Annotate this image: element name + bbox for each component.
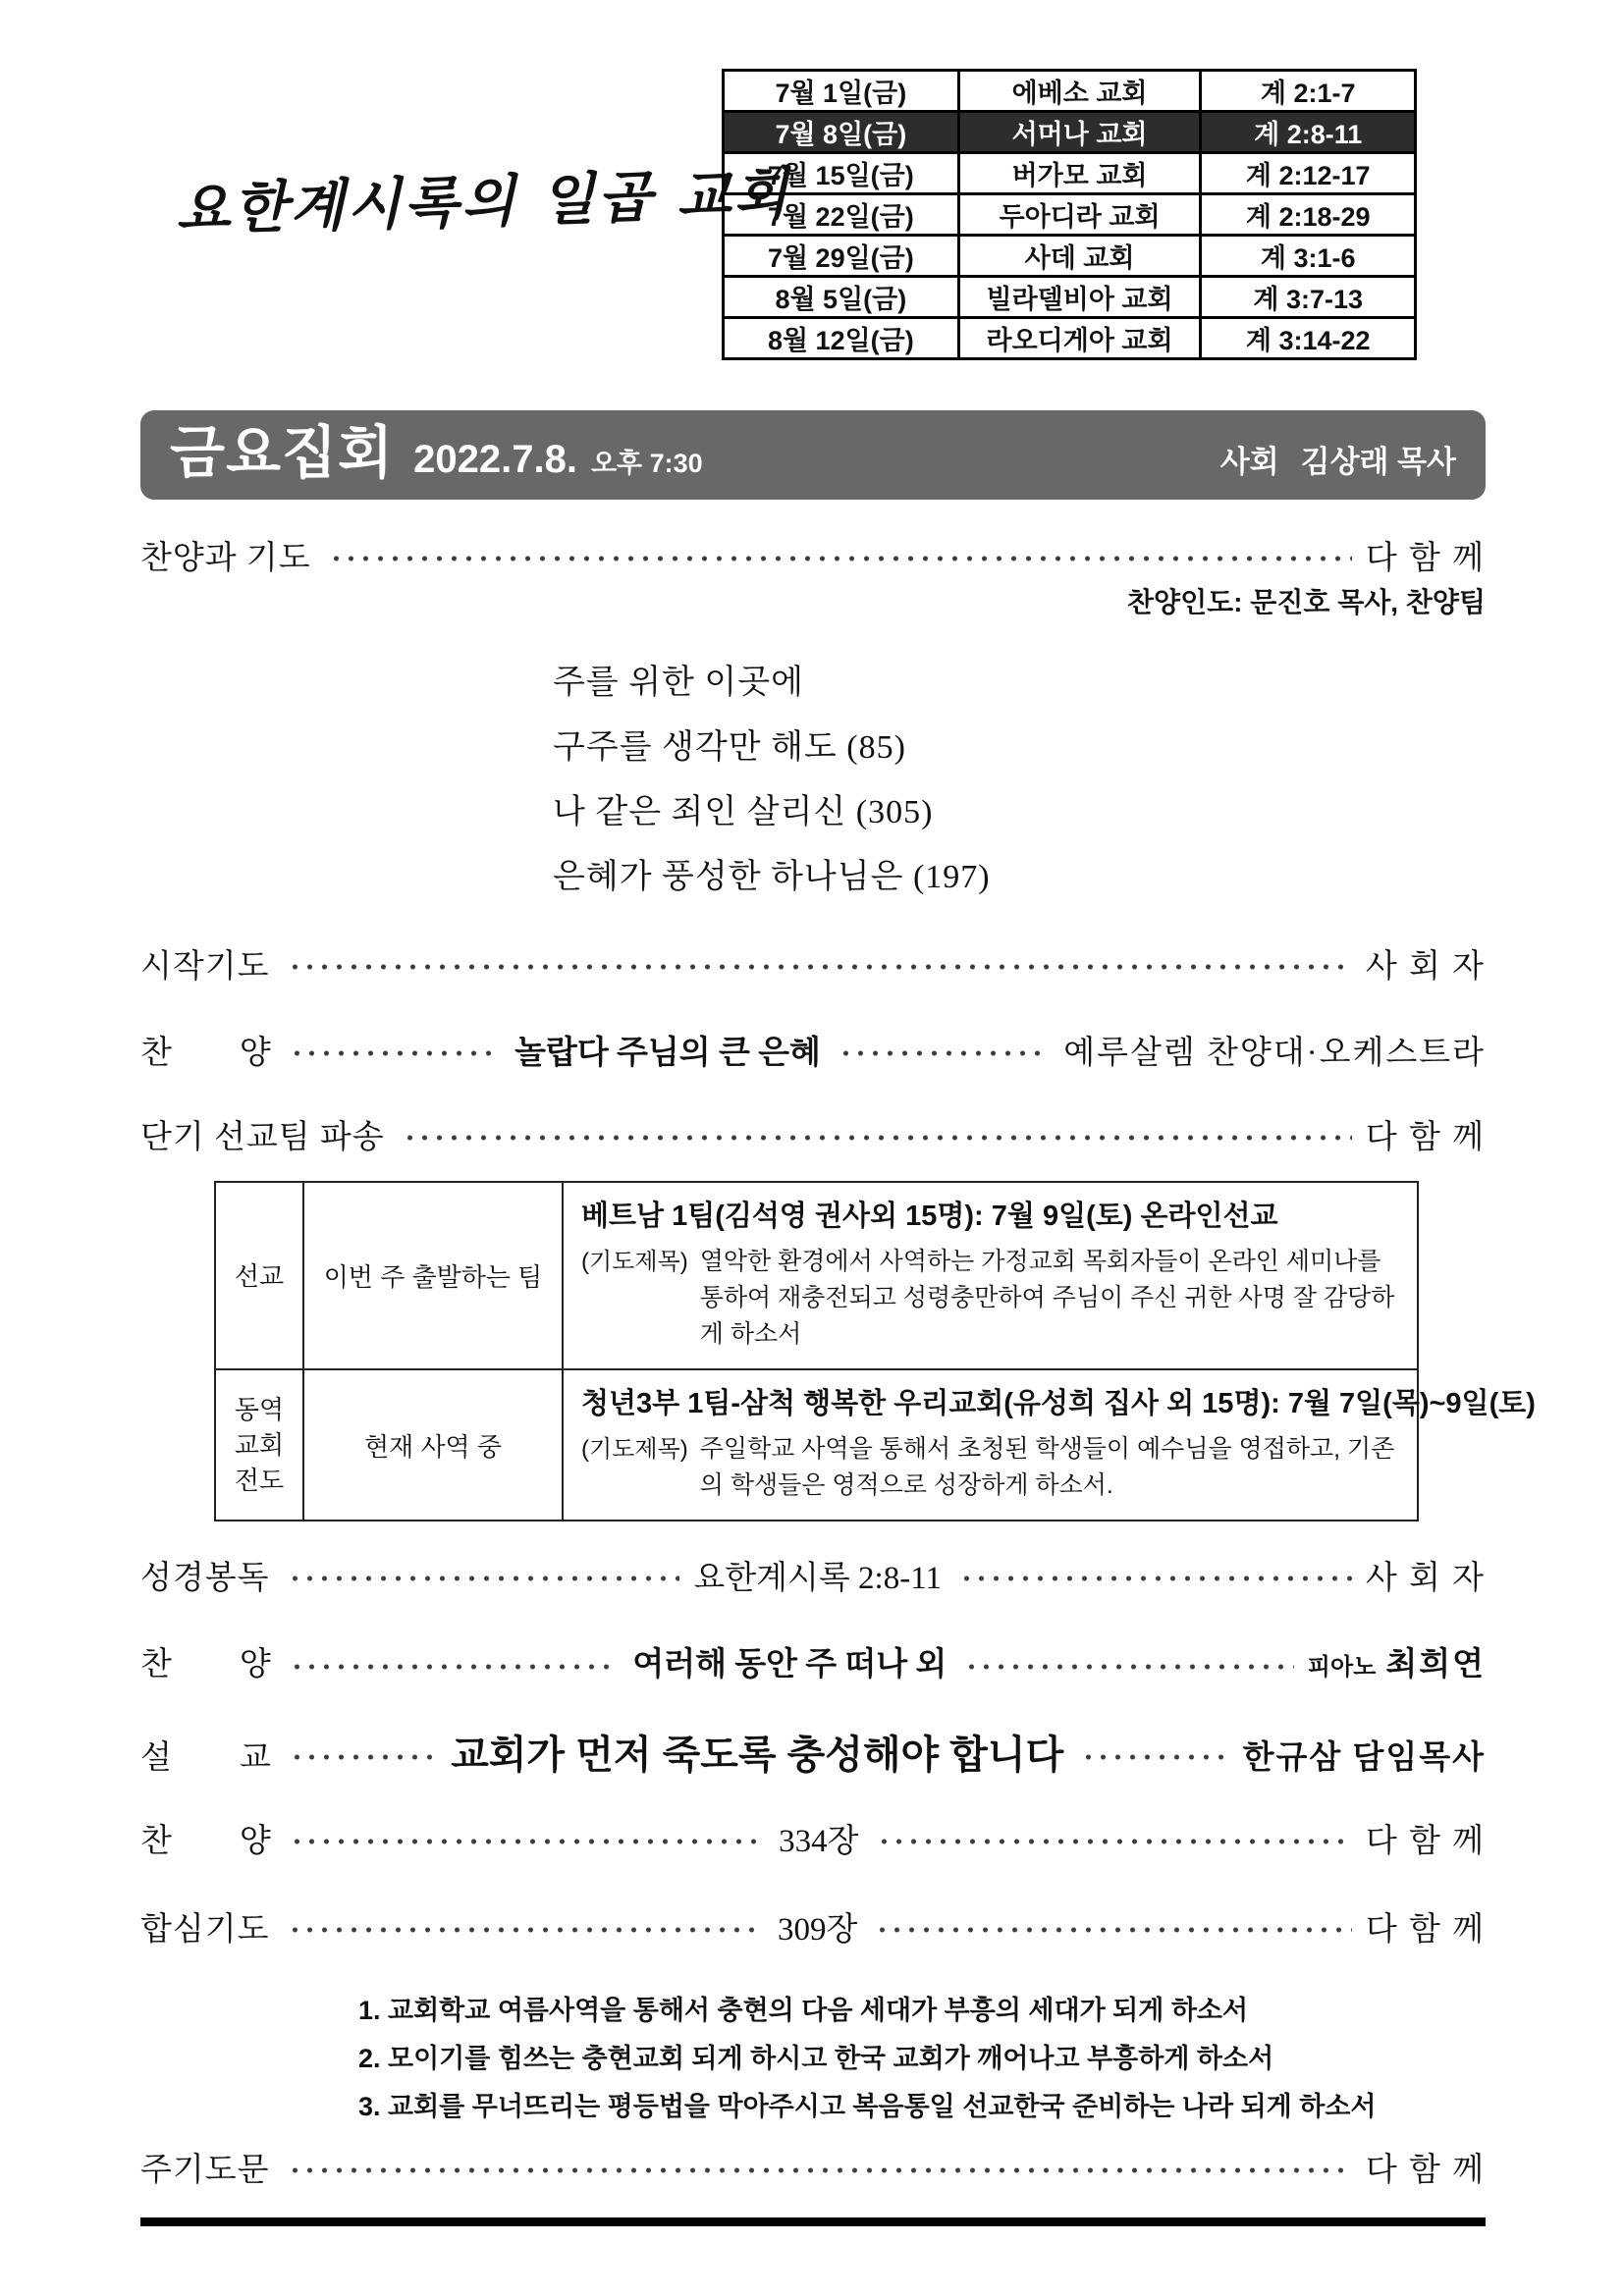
order-label: 단기 선교팀 파송 — [140, 1120, 385, 1155]
dot-leader — [284, 1572, 680, 1585]
schedule-verse: 계 3:7-13 — [1201, 277, 1416, 318]
dot-leader — [286, 1046, 501, 1060]
order-label: 합심기도 — [140, 1912, 270, 1948]
dot-leader — [286, 1750, 437, 1764]
schedule-church: 라오디게아 교회 — [958, 318, 1201, 359]
hymn-line: 구주를 생각만 해도 (85) — [553, 729, 906, 766]
dot-leader — [835, 1046, 1050, 1060]
schedule-church: 서머나 교회 — [958, 112, 1201, 153]
order-by: 사 회 자 — [1365, 949, 1486, 985]
performer-role: 피아노 — [1307, 1655, 1377, 1681]
schedule-row — [724, 277, 1416, 318]
prayer-topic-label: (기도제목) — [581, 1436, 688, 1463]
schedule-date: 7월 15일(금) — [724, 153, 959, 194]
schedule-date: 7월 8일(금) — [724, 112, 959, 153]
schedule-verse: 계 3:1-6 — [1201, 236, 1416, 277]
header-banner — [140, 410, 1486, 500]
order-label: 찬 양 — [140, 1647, 272, 1682]
schedule-date: 7월 1일(금) — [724, 71, 959, 112]
order-by — [1308, 1643, 1486, 1689]
order-row-praise-prayer — [140, 537, 1486, 580]
service-time: 오후 7:30 — [590, 449, 703, 478]
order-label: 성경봉독 — [140, 1561, 270, 1596]
mission-detail — [563, 1369, 1536, 1521]
worship-order — [140, 500, 1536, 2226]
mission-prayer — [581, 1431, 1407, 1504]
order-label: 설 교 — [140, 1740, 272, 1776]
order-row-united-prayer — [140, 1908, 1486, 1951]
prayer-topic-text: 주일학교 사역을 통해서 초청된 학생들이 예수님을 영접하고, 기존의 학생들은 영적으로 성장하게 하소서. — [699, 1435, 1395, 1499]
dot-leader — [873, 1835, 1352, 1848]
series-title: 요한계시록의 일곱 교회 — [175, 160, 792, 243]
dot-leader — [399, 1131, 1352, 1145]
anthem-title: 놀랍다 주님의 큰 은혜 — [514, 1036, 821, 1071]
order-by: 다 함 께 — [1365, 1824, 1487, 1859]
schedule-church: 버가모 교회 — [958, 153, 1201, 194]
prayer-topic: 1. 교회학교 여름사역을 통해서 충현의 다음 세대가 부흥의 세대가 되게 하소서 — [358, 1996, 1249, 2025]
schedule-row — [724, 318, 1416, 359]
dot-leader — [1077, 1750, 1228, 1764]
schedule-verse: 계 3:14-22 — [1201, 318, 1416, 359]
dot-leader — [960, 1660, 1294, 1674]
mission-category: 선교 — [215, 1182, 303, 1369]
order-label: 찬양과 기도 — [140, 541, 311, 576]
dot-leader — [284, 2163, 1352, 2177]
schedule-row — [724, 153, 1416, 194]
scripture-reference: 요한계시록 2:8-11 — [693, 1561, 942, 1596]
dot-leader — [955, 1572, 1352, 1585]
order-label: 주기도문 — [140, 2153, 270, 2188]
hymn-list — [553, 651, 1486, 910]
bottom-divider — [140, 2217, 1486, 2226]
song-title: 여러해 동안 주 떠나 외 — [632, 1647, 947, 1682]
dot-leader — [325, 552, 1352, 565]
order-label: 찬 양 — [140, 1824, 272, 1859]
schedule-date: 7월 29일(금) — [724, 236, 959, 277]
schedule-table — [722, 69, 1417, 360]
mission-row — [215, 1182, 1418, 1369]
order-row-mission-sending — [140, 1116, 1486, 1159]
hymn-line: 은혜가 풍성한 하나님은 (197) — [553, 859, 991, 895]
mc-name: 김상래 목사 — [1300, 445, 1456, 479]
order-row-anthem — [140, 1032, 1486, 1075]
order-by: 다 함 께 — [1365, 1120, 1486, 1155]
schedule-verse: 계 2:1-7 — [1201, 71, 1416, 112]
mission-team-title: 청년3부 1팀-삼척 행복한 우리교회(유성희 집사 외 15명): 7월 7일(목)~9일(토) — [581, 1388, 1536, 1419]
praise-leader-note: 찬양인도: 문진호 목사, 찬양팀 — [1126, 587, 1486, 617]
order-label: 시작기도 — [140, 949, 270, 985]
order-by: 사 회 자 — [1365, 1561, 1487, 1596]
mission-table — [214, 1181, 1536, 1522]
schedule-verse: 계 2:8-11 — [1201, 112, 1416, 153]
united-prayer-topics — [358, 1987, 1486, 2131]
prayer-topic-text: 열악한 환경에서 사역하는 가정교회 목회자들이 온라인 세미나를 통하여 재충전되고 성령충만하여 주님이 주신 귀한 사명 잘 감당하게 하소서 — [699, 1248, 1395, 1348]
dot-leader — [284, 1923, 764, 1937]
schedule-church: 사데 교회 — [958, 236, 1201, 277]
service-date: 2022.7.8. — [413, 438, 577, 481]
schedule-verse: 계 2:18-29 — [1201, 194, 1416, 236]
dot-leader — [286, 1835, 765, 1848]
preacher-name: 한규삼 담임목사 — [1242, 1740, 1487, 1776]
order-label: 찬 양 — [140, 1036, 272, 1071]
order-by: 다 함 께 — [1365, 541, 1486, 576]
order-by: 예루살렘 찬양대·오케스트라 — [1063, 1036, 1487, 1071]
schedule-row-highlighted — [724, 112, 1416, 153]
hymn-line: 주를 위한 이곳에 — [553, 665, 804, 701]
performer-name: 최희연 — [1385, 1647, 1486, 1682]
schedule-church: 두아디라 교회 — [958, 194, 1201, 236]
hymn-number: 334장 — [779, 1824, 859, 1859]
schedule-date: 8월 5일(금) — [724, 277, 959, 318]
schedule-row — [724, 236, 1416, 277]
prayer-topic: 2. 모이기를 힘쓰는 충현교회 되게 하시고 한국 교회가 깨어나고 부흥하게 하소서 — [358, 2044, 1274, 2073]
mission-prayer — [581, 1244, 1407, 1353]
order-row-hymn334 — [140, 1820, 1486, 1863]
service-mc — [1220, 419, 1456, 506]
schedule-row — [724, 194, 1416, 236]
schedule-church: 빌라델비아 교회 — [958, 277, 1201, 318]
mission-row — [215, 1369, 1418, 1521]
top-section — [140, 0, 1486, 410]
dot-leader — [286, 1660, 620, 1674]
mission-status: 이번 주 출발하는 팀 — [303, 1182, 563, 1369]
order-row-opening-prayer — [140, 945, 1486, 988]
schedule-date: 7월 22일(금) — [724, 194, 959, 236]
dot-leader — [871, 1923, 1351, 1937]
schedule-row — [724, 71, 1416, 112]
hymn-number: 309장 — [778, 1912, 858, 1948]
mission-category: 동역 교회 전도 — [215, 1369, 303, 1521]
schedule-date: 8월 12일(금) — [724, 318, 959, 359]
order-row-special-song — [140, 1643, 1486, 1689]
sermon-title: 교회가 먼저 죽도록 충성해야 합니다 — [451, 1734, 1064, 1777]
prayer-topic-label: (기도제목) — [581, 1249, 688, 1275]
order-row-lords-prayer — [140, 2149, 1486, 2192]
order-row-scripture — [140, 1557, 1486, 1600]
dot-leader — [284, 960, 1352, 974]
service-title: 금요집회 — [170, 421, 395, 485]
mc-role: 사회 — [1219, 445, 1279, 479]
order-by: 다 함 께 — [1365, 1912, 1487, 1948]
order-row-sermon — [140, 1731, 1486, 1783]
mission-team-title: 베트남 1팀(김석영 권사외 15명): 7월 9일(토) 온라인선교 — [581, 1201, 1278, 1232]
mission-detail — [563, 1182, 1418, 1369]
mission-status: 현재 사역 중 — [303, 1369, 563, 1521]
schedule-verse: 계 2:12-17 — [1201, 153, 1416, 194]
schedule-church: 에베소 교회 — [958, 71, 1201, 112]
order-by: 다 함 께 — [1365, 2153, 1486, 2188]
hymn-line: 나 같은 죄인 살리신 (305) — [553, 794, 934, 830]
prayer-topic: 3. 교회를 무너뜨리는 평등법을 막아주시고 복음통일 선교한국 준비하는 나라 되게 하소서 — [358, 2092, 1377, 2121]
